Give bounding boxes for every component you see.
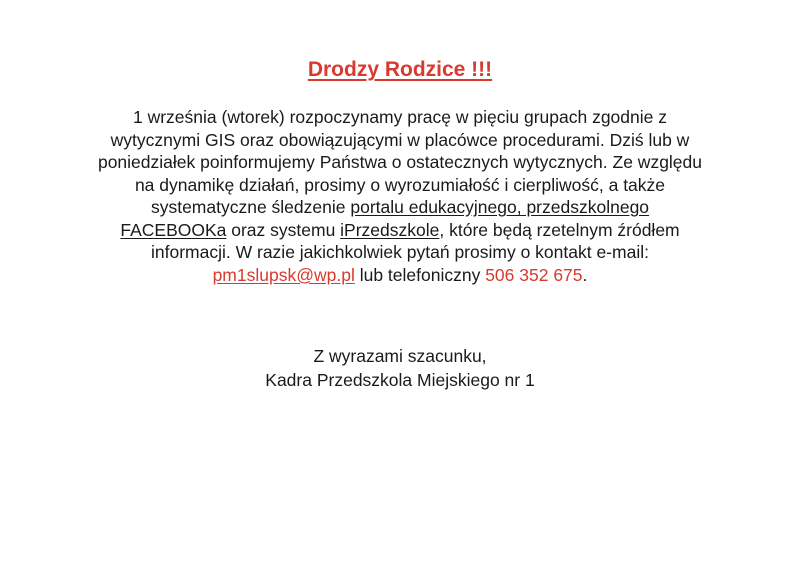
body-line-4: na dynamikę działań, prosimy o wyrozumiałość i cierpliwość, a także xyxy=(134,174,666,195)
body-line-5-prefix: systematyczne śledzenie xyxy=(150,197,351,217)
body-line-3: poniedziałek poinformujemy Państwa o ostatecznych wytycznych. Ze względu xyxy=(97,152,703,172)
email-link[interactable]: pm1slupsk@wp.pl xyxy=(212,264,355,285)
closing-signature: Kadra Przedszkola Miejskiego nr 1 xyxy=(265,370,535,390)
body-line-1: 1 września (wtorek) rozpoczynamy pracę w pięciu grupach zgodnie z xyxy=(133,107,667,127)
portal-link[interactable]: portalu edukacyjnego, przedszkolnego xyxy=(350,197,650,217)
body-line-6-suffix: , które będą rzetelnym źródłem xyxy=(439,219,680,240)
body-line-8 xyxy=(50,264,750,287)
closing-greeting: Z wyrazami szacunku, xyxy=(313,346,487,366)
body-line-7: informacji. W razie jakichkolwiek pytań prosimy o kontakt e-mail: xyxy=(151,242,649,262)
body-line-8-mid: lub telefoniczny xyxy=(354,264,486,285)
facebook-link[interactable]: FACEBOOKa xyxy=(120,219,227,240)
body-line-6-mid: oraz systemu xyxy=(226,219,341,240)
body-line-2: wytycznymi GIS oraz obowiązującymi w placówce procedurami. Dziś lub w xyxy=(110,129,690,150)
page-title: Drodzy Rodzice !!! xyxy=(307,58,493,81)
announcement-body xyxy=(50,106,750,286)
iprzedszkole-link[interactable]: iPrzedszkole xyxy=(340,219,440,240)
body-line-6 xyxy=(50,219,750,242)
phone-number: 506 352 675 xyxy=(485,264,583,285)
body-line-5 xyxy=(50,196,750,219)
closing-block xyxy=(0,344,800,392)
body-line-8-suffix: . xyxy=(582,264,588,285)
